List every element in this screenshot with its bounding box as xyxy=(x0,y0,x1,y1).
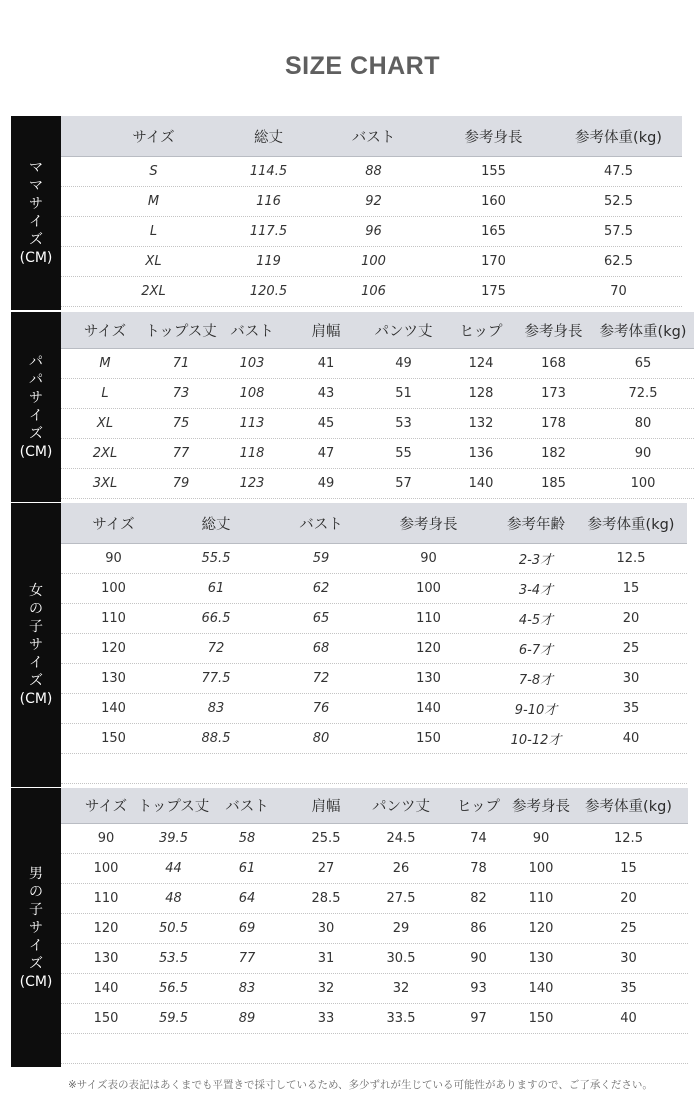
table-row xyxy=(61,633,687,664)
section-label-char: の xyxy=(29,601,43,617)
table-cell: 100 xyxy=(416,580,441,596)
table-cell: 58 xyxy=(238,830,256,846)
table-cell: 2XL xyxy=(141,283,166,299)
column-header: ヒップ xyxy=(459,323,503,340)
column-header: 総丈 xyxy=(201,516,231,533)
section-label-text xyxy=(20,159,53,267)
table-cell: 64 xyxy=(238,890,256,906)
table-cell: 120 xyxy=(93,920,119,936)
table-cell: 103 xyxy=(239,355,265,371)
table-cell: 65 xyxy=(634,355,652,371)
table-cell: 62.5 xyxy=(604,253,633,269)
table-cell: 69 xyxy=(238,920,256,936)
table-cell: 100 xyxy=(101,580,126,596)
section-label-char: サ xyxy=(29,637,43,653)
table-cell: 20 xyxy=(622,610,640,626)
table-header-row xyxy=(61,788,688,824)
table-cell: 6-7才 xyxy=(518,642,554,658)
table-cell: 100 xyxy=(93,860,119,876)
table-cell: 27.5 xyxy=(386,890,416,906)
table-cell: 72 xyxy=(207,640,225,656)
column-header: パンツ丈 xyxy=(374,323,433,340)
table-row xyxy=(61,603,687,634)
table-cell: 12.5 xyxy=(614,830,643,846)
table-cell: 59.5 xyxy=(159,1010,188,1026)
table-cell: 3XL xyxy=(92,475,118,491)
table-cell: 25 xyxy=(620,920,637,936)
table-cell: 24.5 xyxy=(386,830,416,846)
table-cell: 90 xyxy=(97,830,115,846)
table-row xyxy=(61,913,688,944)
table-row xyxy=(61,663,687,694)
section-label-char: イ xyxy=(29,408,43,424)
section-side-label xyxy=(11,312,61,502)
table-row xyxy=(61,156,682,187)
table-cell: 185 xyxy=(541,475,566,491)
table-row xyxy=(61,823,688,854)
column-header: 参考身長 xyxy=(464,129,523,146)
section-label-char: サ xyxy=(29,196,43,212)
table-cell: 132 xyxy=(468,415,494,431)
table-cell: 4-5才 xyxy=(518,612,554,628)
table-cell: 116 xyxy=(256,193,281,209)
table-cell: 31 xyxy=(317,950,335,966)
table-cell: 62 xyxy=(312,580,330,596)
table-cell: 35 xyxy=(622,700,640,716)
column-header: トップス丈 xyxy=(145,323,217,340)
table-row xyxy=(61,468,694,499)
section-label-char: パ xyxy=(29,354,43,370)
column-header: ヒップ xyxy=(456,799,501,815)
section-label-char: 男 xyxy=(29,865,43,882)
footnote: ※サイズ表の表記はあくまでも平置きで採寸しているため、多少ずれが生じている可能性がありますので、ご了承ください。 xyxy=(68,1079,653,1091)
table-cell: 80 xyxy=(634,415,652,431)
section-label-char: イ xyxy=(29,655,43,671)
table-cell: 170 xyxy=(481,253,506,269)
table-cell: 128 xyxy=(468,385,494,401)
table-cell: 25.5 xyxy=(311,830,341,846)
table-cell: L xyxy=(149,223,158,239)
table-cell: 44 xyxy=(165,860,182,876)
table-cell: 35 xyxy=(620,980,637,996)
section-label-char: マ xyxy=(29,178,43,194)
table-cell: 120 xyxy=(416,640,441,656)
column-header: バスト xyxy=(230,323,274,340)
table-cell: 130 xyxy=(101,670,126,686)
column-header: 参考体重(kg) xyxy=(575,129,662,146)
table-cell: 150 xyxy=(101,730,126,746)
table-cell: 100 xyxy=(528,860,554,876)
table-row xyxy=(61,883,688,914)
table-cell: 7-8才 xyxy=(518,672,554,688)
column-header: 参考年齢 xyxy=(507,516,565,533)
table-cell: 82 xyxy=(470,890,487,906)
table-cell: 53.5 xyxy=(159,950,188,966)
table-row xyxy=(61,438,694,469)
section-label-char: パ xyxy=(29,372,43,388)
table-cell: 100 xyxy=(361,253,386,269)
section-label-char: (CM) xyxy=(19,444,53,460)
page-title: SIZE CHART xyxy=(285,52,440,80)
size-table-section xyxy=(11,503,687,787)
table-cell: 50.5 xyxy=(159,920,188,936)
table-cell: S xyxy=(149,163,158,179)
table-header-row xyxy=(61,116,682,157)
table-cell: 15 xyxy=(622,580,640,596)
empty-table-row xyxy=(61,1033,688,1064)
table-cell: 97 xyxy=(470,1010,487,1026)
table-row xyxy=(61,1003,688,1034)
section-label-char: (CM) xyxy=(19,250,53,266)
table-cell: 90 xyxy=(470,950,487,966)
table-cell: L xyxy=(101,385,109,401)
column-header: サイズ xyxy=(92,516,135,533)
section-side-label xyxy=(11,788,61,1067)
section-label-char: サ xyxy=(29,919,43,936)
table-row xyxy=(61,246,682,277)
section-label-char: サ xyxy=(29,390,43,406)
table-cell: 39.5 xyxy=(159,830,188,846)
section-label-char: ズ xyxy=(29,673,43,689)
table-cell: 49 xyxy=(317,475,335,491)
column-header: サイズ xyxy=(83,323,127,340)
table-cell: 96 xyxy=(365,223,382,239)
table-cell: 114.5 xyxy=(249,163,288,179)
table-row xyxy=(61,723,687,754)
section-label-char: 子 xyxy=(29,619,43,635)
table-cell: 120 xyxy=(101,640,126,656)
table-cell: 150 xyxy=(93,1010,119,1026)
column-header: パンツ丈 xyxy=(372,799,430,815)
table-cell: 61 xyxy=(207,580,225,596)
section-label-char: ズ xyxy=(29,955,43,972)
table-cell: 12.5 xyxy=(616,550,646,566)
column-header: バスト xyxy=(225,799,269,815)
column-header: サイズ xyxy=(132,129,175,146)
table-cell: 89 xyxy=(238,1010,256,1026)
table-cell: 86 xyxy=(470,920,487,936)
table-cell: M xyxy=(99,355,111,371)
table-cell: 68 xyxy=(312,640,330,656)
table-cell: 119 xyxy=(256,253,281,269)
table-cell: 92 xyxy=(365,193,382,209)
table-cell: 32 xyxy=(392,980,410,996)
table-cell: 140 xyxy=(416,700,441,716)
table-cell: 72 xyxy=(312,670,330,686)
table-cell: 150 xyxy=(528,1010,554,1026)
table-cell: 66.5 xyxy=(201,610,231,626)
size-table-section xyxy=(11,312,694,502)
table-cell: 75 xyxy=(172,415,190,431)
table-cell: 118 xyxy=(239,445,265,461)
table-cell: 108 xyxy=(239,385,265,401)
table-cell: 79 xyxy=(172,475,190,491)
table-row xyxy=(61,543,687,574)
table-cell: 41 xyxy=(317,355,335,371)
table-cell: 140 xyxy=(528,980,554,996)
table-cell: 88 xyxy=(365,163,382,179)
table-row xyxy=(61,693,687,724)
table-cell: 47 xyxy=(317,445,335,461)
table-cell: 30 xyxy=(620,950,637,966)
table-cell: 100 xyxy=(630,475,656,491)
column-header: 肩幅 xyxy=(311,323,341,340)
table-cell: 130 xyxy=(528,950,554,966)
table-cell: 124 xyxy=(468,355,494,371)
table-cell: 160 xyxy=(481,193,506,209)
table-cell: 33 xyxy=(317,1010,335,1026)
table-cell: 140 xyxy=(468,475,494,491)
table-cell: 83 xyxy=(207,700,225,716)
column-header: 総丈 xyxy=(254,129,283,146)
section-label-char: (CM) xyxy=(19,691,53,707)
table-cell: 49 xyxy=(395,355,412,371)
table-cell: 2-3才 xyxy=(518,552,554,568)
table-cell: 120 xyxy=(528,920,554,936)
table-cell: 29 xyxy=(392,920,410,936)
table-cell: 30 xyxy=(622,670,640,686)
table-row xyxy=(61,408,694,439)
table-cell: M xyxy=(147,193,160,209)
table-cell: 73 xyxy=(172,385,190,401)
table-cell: 25 xyxy=(622,640,640,656)
table-cell: 47.5 xyxy=(604,163,633,179)
table-cell: XL xyxy=(145,253,162,269)
column-header: 参考体重(kg) xyxy=(599,323,687,340)
table-cell: 56.5 xyxy=(159,980,188,996)
table-cell: 77 xyxy=(172,445,190,461)
table-cell: 30.5 xyxy=(386,950,416,966)
column-header: サイズ xyxy=(84,799,128,815)
table-row xyxy=(61,573,687,604)
table-cell: 182 xyxy=(541,445,566,461)
table-cell: XL xyxy=(96,415,114,431)
section-side-label xyxy=(11,503,61,787)
table-cell: 57 xyxy=(395,475,412,491)
table-cell: 130 xyxy=(416,670,441,686)
table-cell: 140 xyxy=(101,700,126,716)
column-header: バスト xyxy=(299,516,343,533)
table-cell: 9-10才 xyxy=(514,702,558,718)
table-cell: 90 xyxy=(105,550,122,566)
table-cell: 20 xyxy=(620,890,637,906)
table-cell: 155 xyxy=(481,163,506,179)
table-cell: 175 xyxy=(481,283,506,299)
empty-table-row xyxy=(61,753,687,784)
table-cell: 43 xyxy=(317,385,335,401)
table-cell: 33.5 xyxy=(386,1010,416,1026)
column-header: トップス丈 xyxy=(137,799,210,815)
table-row xyxy=(61,348,694,379)
table-cell: 113 xyxy=(239,415,265,431)
section-label-char: イ xyxy=(29,937,43,954)
table-cell: 136 xyxy=(468,445,494,461)
section-label-char: マ xyxy=(29,160,43,176)
section-label-text xyxy=(20,865,53,991)
section-side-label xyxy=(11,116,61,310)
table-cell: 53 xyxy=(395,415,412,431)
table-cell: 51 xyxy=(395,385,412,401)
table-cell: 110 xyxy=(101,610,126,626)
table-cell: 120.5 xyxy=(249,283,288,299)
section-label-char: 女 xyxy=(29,583,43,599)
section-label-text xyxy=(20,582,53,708)
column-header: バスト xyxy=(351,129,396,146)
table-cell: 52.5 xyxy=(604,193,633,209)
section-label-char: イ xyxy=(29,214,43,230)
table-cell: 71 xyxy=(172,355,190,371)
table-cell: 2XL xyxy=(92,445,118,461)
column-header: 参考身長 xyxy=(512,799,570,815)
table-cell: 117.5 xyxy=(249,223,288,239)
section-label-char: の xyxy=(29,883,43,900)
table-cell: 90 xyxy=(634,445,652,461)
table-cell: 110 xyxy=(93,890,119,906)
table-cell: 110 xyxy=(416,610,441,626)
table-cell: 40 xyxy=(622,730,640,746)
table-cell: 83 xyxy=(238,980,256,996)
table-cell: 3-4才 xyxy=(518,582,554,598)
table-cell: 30 xyxy=(317,920,335,936)
table-row xyxy=(61,853,688,884)
table-cell: 70 xyxy=(610,283,627,299)
table-cell: 55.5 xyxy=(201,550,231,566)
table-cell: 80 xyxy=(312,730,330,746)
table-cell: 40 xyxy=(620,1010,637,1026)
column-header: 参考身長 xyxy=(399,516,458,533)
table-cell: 57.5 xyxy=(604,223,633,239)
table-cell: 93 xyxy=(470,980,487,996)
table-row xyxy=(61,378,694,409)
table-cell: 165 xyxy=(481,223,506,239)
section-label-text xyxy=(20,353,53,461)
table-cell: 72.5 xyxy=(628,385,658,401)
table-cell: 26 xyxy=(392,860,410,876)
table-cell: 90 xyxy=(532,830,550,846)
table-cell: 76 xyxy=(312,700,330,716)
table-cell: 55 xyxy=(395,445,412,461)
table-cell: 106 xyxy=(361,283,386,299)
table-cell: 15 xyxy=(620,860,637,876)
table-cell: 78 xyxy=(470,860,487,876)
table-header-row xyxy=(61,503,687,544)
column-header: 肩幅 xyxy=(311,799,341,815)
table-cell: 150 xyxy=(416,730,441,746)
table-cell: 45 xyxy=(317,415,335,431)
section-label-char: (CM) xyxy=(19,973,53,990)
table-cell: 140 xyxy=(93,980,119,996)
table-cell: 110 xyxy=(528,890,554,906)
column-header: 参考体重(kg) xyxy=(587,516,675,533)
table-cell: 173 xyxy=(541,385,566,401)
table-cell: 10-12才 xyxy=(510,732,562,748)
table-row xyxy=(61,216,682,247)
table-cell: 130 xyxy=(93,950,119,966)
section-label-char: 子 xyxy=(29,901,43,918)
table-cell: 28.5 xyxy=(311,890,341,906)
table-cell: 48 xyxy=(165,890,182,906)
section-label-char: ズ xyxy=(29,232,43,248)
table-header-row xyxy=(61,312,694,349)
column-header: 参考体重(kg) xyxy=(585,799,672,815)
section-label-char: ズ xyxy=(29,426,43,442)
size-table-section xyxy=(11,788,688,1067)
table-row xyxy=(61,186,682,217)
table-cell: 32 xyxy=(317,980,335,996)
table-cell: 27 xyxy=(317,860,335,876)
table-row xyxy=(61,276,682,307)
table-cell: 88.5 xyxy=(201,730,231,746)
table-row xyxy=(61,973,688,1004)
table-cell: 77.5 xyxy=(201,670,231,686)
table-cell: 77 xyxy=(238,950,256,966)
table-cell: 65 xyxy=(312,610,330,626)
table-row xyxy=(61,943,688,974)
size-table-section xyxy=(11,116,682,310)
table-cell: 74 xyxy=(470,830,487,846)
table-cell: 123 xyxy=(239,475,265,491)
table-cell: 90 xyxy=(420,550,437,566)
table-cell: 168 xyxy=(541,355,566,371)
table-cell: 178 xyxy=(541,415,566,431)
table-cell: 59 xyxy=(312,550,330,566)
column-header: 参考身長 xyxy=(524,323,583,340)
table-cell: 61 xyxy=(238,860,256,876)
